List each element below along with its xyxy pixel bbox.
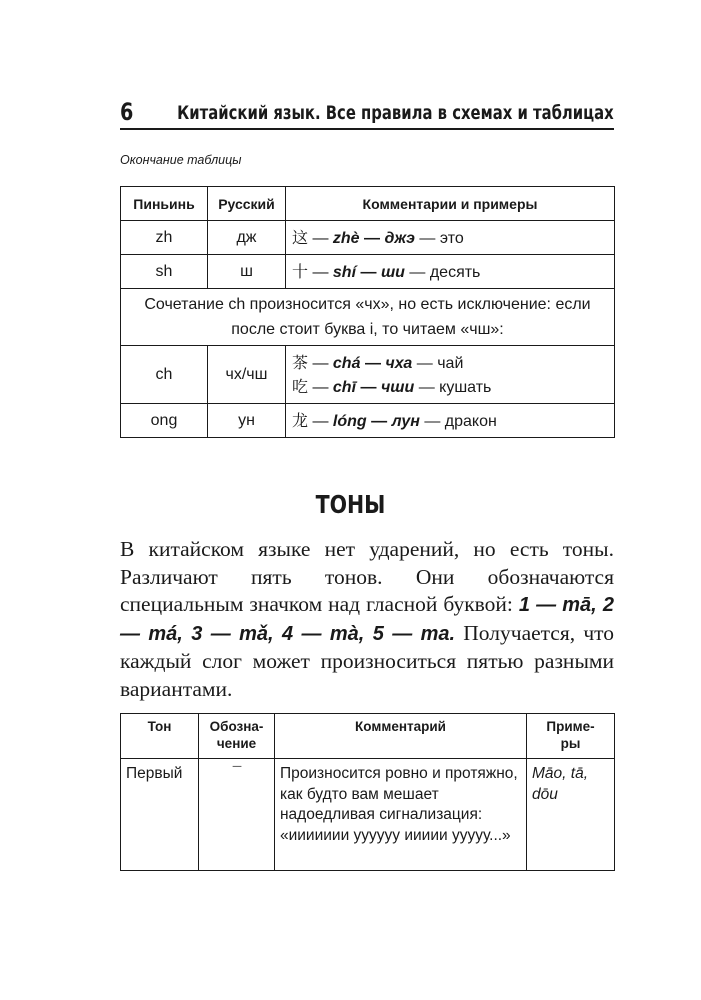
hanzi: 十 bbox=[292, 261, 309, 281]
column-header-comment: Комментарий bbox=[275, 714, 527, 759]
meaning: это bbox=[439, 229, 464, 247]
hanzi: 茶 bbox=[292, 352, 309, 372]
pinyin-word: chá bbox=[332, 354, 361, 372]
table-header-row bbox=[121, 714, 615, 759]
tone-examples: 1 — mā, 2 — má, 3 — mǎ, 4 — mà, 5 — ma. bbox=[120, 594, 614, 645]
pinyin-table bbox=[120, 186, 615, 438]
tones-table bbox=[120, 713, 615, 871]
page-number: 6 bbox=[120, 98, 134, 126]
pinyin-cell: zh bbox=[121, 221, 208, 255]
example-cell bbox=[286, 255, 615, 289]
column-header-mark bbox=[199, 714, 275, 759]
russian-cell: чх/чш bbox=[208, 346, 286, 404]
column-header-tone: Тон bbox=[121, 714, 199, 759]
example-line: 十 — shí — ши — десять bbox=[292, 261, 481, 281]
examples-cell bbox=[527, 759, 615, 871]
table-row bbox=[121, 759, 615, 871]
table-row bbox=[121, 255, 615, 289]
column-header-russian: Русский bbox=[208, 187, 286, 221]
header-line: Обозна- bbox=[209, 719, 264, 734]
header-line: ры bbox=[560, 736, 581, 751]
header-line: чение bbox=[216, 736, 257, 751]
table-row bbox=[121, 404, 615, 438]
pinyin-word: shí bbox=[332, 263, 357, 281]
russian-cell: ш bbox=[208, 255, 286, 289]
pinyin-word: lóng bbox=[332, 412, 367, 430]
example-cell bbox=[286, 346, 615, 404]
meaning: дракон bbox=[444, 412, 497, 430]
examples-line: Māo, tā, bbox=[532, 765, 588, 782]
examples-line: dōu bbox=[532, 785, 558, 803]
table-row bbox=[121, 346, 615, 404]
meaning: десять bbox=[429, 263, 481, 281]
tone-mark-cell: ¯ bbox=[199, 759, 275, 871]
book-title: Китайский язык. Все правила в схемах и таблицах bbox=[177, 102, 614, 124]
paragraph-text: В китайском языке нет ударений, но есть тоны. Различают пять тонов. Они обозначаются специальным значком над гласной буквой: bbox=[120, 537, 614, 616]
section-title: ТОНЫ bbox=[315, 490, 386, 519]
example-line: 这 — zhè — джэ — это bbox=[292, 227, 464, 247]
hanzi: 这 bbox=[292, 227, 309, 247]
ch-exception-note: Сочетание ch произносится «чх», но есть исключение: если после стоит буква i, то читаем «чш»: bbox=[121, 289, 615, 346]
body-paragraph bbox=[120, 536, 614, 703]
reading-word: чха bbox=[385, 354, 413, 372]
pinyin-word: chī bbox=[332, 378, 357, 396]
pinyin-cell: ch bbox=[121, 346, 208, 404]
russian-cell: ун bbox=[208, 404, 286, 438]
pinyin-cell: ong bbox=[121, 404, 208, 438]
example-line: 龙 — lóng — лун — дракон bbox=[292, 410, 497, 430]
paragraph-text: Получается, что каждый слог может произноситься пятью разными вариантами. bbox=[120, 620, 614, 701]
table-continuation-note: Окончание таблицы bbox=[120, 153, 242, 167]
example-cell bbox=[286, 221, 615, 255]
example-line: 吃 — chī — чши — кушать bbox=[292, 376, 492, 396]
header-line: Приме- bbox=[546, 719, 595, 734]
table-row bbox=[121, 221, 615, 255]
russian-cell: дж bbox=[208, 221, 286, 255]
reading-word: ши bbox=[380, 263, 405, 281]
comment-cell: Произносится ровно и протяжно, как будто вам мешает надоедливая сигнализация: «иииииии уууууу иииии ууууу...» bbox=[275, 759, 527, 871]
column-header-examples bbox=[527, 714, 615, 759]
reading-word: чши bbox=[380, 378, 415, 396]
meaning: чай bbox=[437, 354, 464, 372]
column-header-comments: Комментарии и примеры bbox=[286, 187, 615, 221]
pinyin-cell: sh bbox=[121, 255, 208, 289]
tone-name-cell: Первый bbox=[121, 759, 199, 871]
reading-word: лун bbox=[391, 412, 420, 430]
reading-word: джэ bbox=[384, 229, 415, 247]
example-line: 茶 — chá — чха — чай bbox=[292, 352, 464, 372]
hanzi: 吃 bbox=[292, 376, 309, 396]
meaning: кушать bbox=[439, 378, 492, 396]
example-cell bbox=[286, 404, 615, 438]
page-header bbox=[120, 98, 614, 130]
hanzi: 龙 bbox=[292, 410, 309, 430]
table-header-row bbox=[121, 187, 615, 221]
pinyin-word: zhè bbox=[332, 229, 360, 247]
table-note-row bbox=[121, 289, 615, 346]
column-header-pinyin: Пиньинь bbox=[121, 187, 208, 221]
